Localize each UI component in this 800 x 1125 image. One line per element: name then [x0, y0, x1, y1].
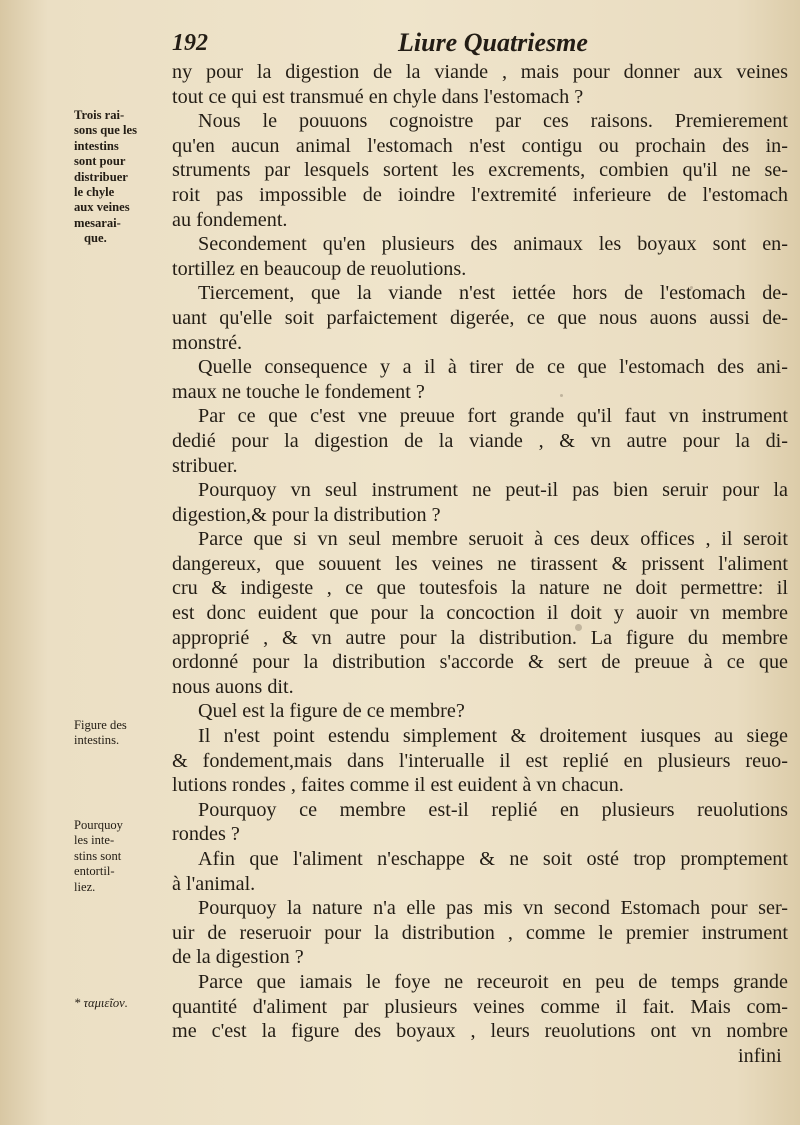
text-line: lutions rondes , faites comme il est euident à vn chacun. [172, 774, 624, 797]
text-line: nous auons dit. [172, 675, 294, 698]
running-title: Liure Quatriesme [398, 28, 588, 57]
text-line: Pourquoy la nature n'a elle pas mis vn second Estomach pour ser- [198, 897, 788, 920]
text-line: Pourquoy ce membre est-il replié en plusieurs reuolutions [198, 798, 788, 821]
margin-note-figure [74, 718, 168, 749]
margin-line: intestins [74, 138, 119, 153]
text-line: cru & indigeste , ce que toutesfois la nature ne doit permettre: il [172, 577, 788, 600]
text-line: monstré. [172, 331, 243, 354]
margin-line: sons que les [74, 123, 137, 138]
margin-line: distribuer [74, 169, 128, 184]
text-line: ordonné pour la distribution s'accorde & sert de preuue à ce que [172, 651, 788, 674]
margin-line: aux veines [74, 200, 130, 215]
text-line: stribuer. [172, 454, 238, 477]
text-line: Tiercement, que la viande n'est iettée hors de l'estomach de- [198, 282, 788, 305]
margin-line: liez. [74, 879, 96, 894]
margin-line: mesarai- [74, 215, 121, 230]
text-line: tout ce qui est transmué en chyle dans l'estomach ? [172, 85, 584, 108]
text-line: struments par lesquels sortent les excrements, combien qu'il ne se- [172, 159, 788, 182]
catchword: infini [738, 1044, 782, 1067]
text-line: Afin que l'aliment n'eschappe & ne soit osté trop promptement [198, 848, 788, 870]
text-line: rondes ? [172, 823, 240, 846]
margin-line: sont pour [74, 154, 126, 169]
ink-spot [575, 624, 582, 631]
margin-note-three-reasons [74, 108, 168, 247]
text-line: Parce que si vn seul membre seruoit à ces deux offices , il seroit [198, 528, 788, 551]
text-line: Quelle consequence y a il à tirer de ce que l'estomach des ani- [198, 356, 788, 379]
margin-line: stins sont [74, 848, 122, 863]
margin-note-why-coiled [74, 818, 168, 895]
text-line: uir de reseruoir pour la distribution , comme le premier instrument [172, 921, 788, 944]
text-line: tortillez en beaucoup de reuolutions. [172, 257, 467, 280]
text-line: Quel est la figure de ce membre? [198, 700, 465, 723]
text-line: Nous le pouuons cognoistre par ces raisons. Premierement [198, 110, 788, 133]
text-line: & fondement,mais dans l'interualle il est replié en plusieurs reuo- [172, 749, 788, 772]
text-line: de la digestion ? [172, 946, 304, 969]
text-line: est donc euident que pour la concoction il doit y auoir vn membre [172, 602, 788, 625]
text-line: dangereux, que souuent les veines ne tirassent & prissent l'aliment [172, 552, 788, 575]
margin-line: les inte- [74, 833, 115, 848]
text-line: me c'est la figure des boyaux , leurs reuolutions ont vn nombre [172, 1020, 788, 1043]
text-line: Secondement qu'en plusieurs des animaux les boyaux sont en- [198, 233, 788, 256]
margin-line: Trois rai- [74, 108, 125, 122]
text-line: Pourquoy vn seul instrument ne peut-il pas bien seruir pour la [198, 479, 788, 502]
text-line: quantité d'aliment par plusieurs veines comme il fait. Mais com- [172, 995, 788, 1018]
text-line: Parce que iamais le foye ne receuroit en peu de temps grande [198, 970, 788, 993]
ink-spot [560, 394, 563, 397]
text-line: au fondement. [172, 208, 288, 231]
text-line: uant qu'elle soit parfaictement digerée, ce que nous auons aussi de- [172, 306, 788, 329]
margin-line: * ταμιεῖον. [74, 996, 128, 1010]
text-line: Il n'est point estendu simplement & droitement iusques au siege [198, 725, 788, 748]
margin-line: entortil- [74, 864, 115, 879]
margin-line: le chyle [74, 184, 115, 199]
text-line: dedié pour la digestion de la viande , & vn autre pour la di- [172, 429, 788, 452]
margin-line: que. [84, 231, 107, 246]
text-line: digestion,& pour la distribution ? [172, 503, 441, 526]
margin-note-greek [74, 996, 168, 1011]
text-line: roit pas impossible de ioindre l'extremité inferieure de l'estomach [172, 183, 788, 206]
text-line: Par ce que c'est vne preuue fort grande qu'il faut vn instrument [198, 405, 788, 428]
page-number: 192 [172, 30, 208, 56]
margin-line: Pourquoy [74, 818, 123, 832]
text-line: maux ne touche le fondement ? [172, 380, 425, 403]
margin-line: Figure des [74, 718, 127, 732]
text-line: ny pour la digestion de la viande , mais pour donner aux veines [172, 61, 788, 83]
text-line: à l'animal. [172, 872, 256, 895]
main-text [172, 60, 788, 1068]
text-line: qu'en aucun animal l'estomach n'est contigu ou prochain des in- [172, 134, 788, 157]
margin-line: intestins. [74, 733, 120, 748]
ink-spot [690, 286, 693, 289]
text-line: approprié , & vn autre pour la distribution. La figure du membre [172, 626, 788, 649]
